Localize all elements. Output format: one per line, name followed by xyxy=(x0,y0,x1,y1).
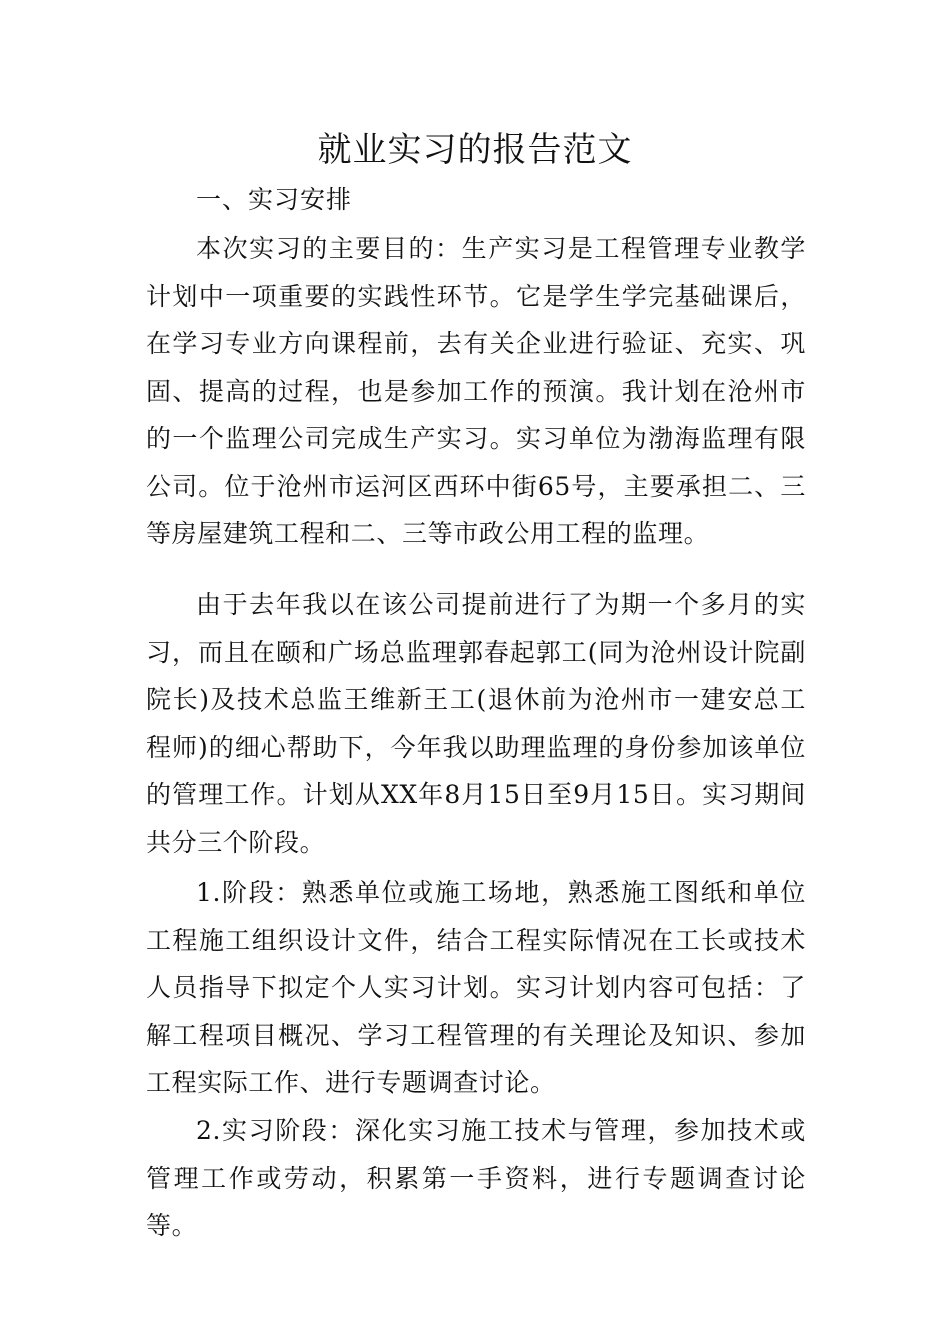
paragraph-background: 由于去年我以在该公司提前进行了为期一个多月的实习，而且在颐和广场总监理郭春起郭工(同为沧州设计院副院长)及技术总监王维新王工(退休前为沧州市一建安总工程师)的细心帮助下，今年我以助理监理的身份参加该单位的管理工作。计划从XX年8月15日至9月15日。实习期间共分三个阶段。 xyxy=(146,590,806,857)
paragraph-stage-1: 1.阶段：熟悉单位或施工场地，熟悉施工图纸和单位工程施工组织设计文件，结合工程实际情况在工长或技术人员指导下拟定个人实习计划。实习计划内容可包括：了解工程项目概况、学习工程管理的有关理论及知识、参加工程实际工作、进行专题调查讨论。 xyxy=(146,878,806,1097)
paragraph-stage-2: 2.实习阶段：深化实习施工技术与管理，参加技术或管理工作或劳动，积累第一手资料，进行专题调查讨论等。 xyxy=(146,1116,806,1240)
paragraph-purpose: 本次实习的主要目的：生产实习是工程管理专业教学计划中一项重要的实践性环节。它是学生学完基础课后，在学习专业方向课程前，去有关企业进行验证、充实、巩固、提高的过程，也是参加工作的预演。我计划在沧州市的一个监理公司完成生产实习。实习单位为渤海监理有限公司。位于沧州市运河区西环中街65号，主要承担二、三等房屋建筑工程和二、三等市政公用工程的监理。 xyxy=(146,234,806,548)
document-title: 就业实习的报告范文 xyxy=(317,130,633,170)
section-heading: 一、实习安排 xyxy=(196,185,353,214)
